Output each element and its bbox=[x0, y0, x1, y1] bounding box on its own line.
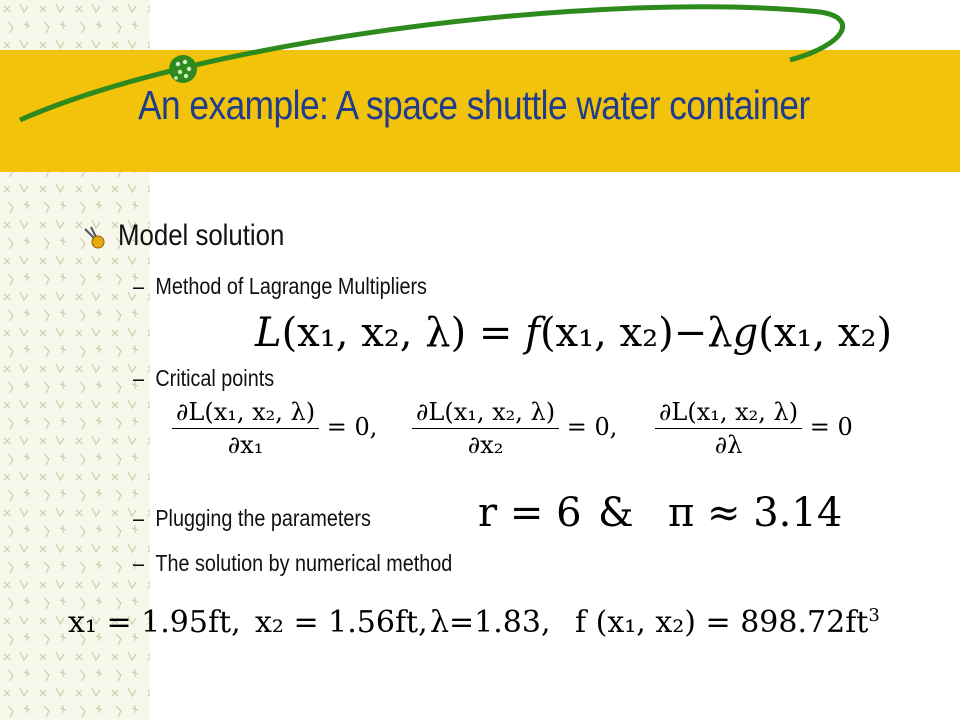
math-L: L bbox=[255, 310, 282, 356]
math-args: (x₁, x₂, λ) bbox=[281, 310, 467, 356]
sub-item-solution bbox=[133, 550, 452, 577]
math-minus: − bbox=[673, 310, 708, 356]
math-eq: = bbox=[478, 310, 513, 356]
param-pi: π ≈ 3.14 bbox=[668, 490, 843, 536]
dash: – bbox=[133, 273, 145, 299]
dash: – bbox=[133, 550, 145, 576]
sub-item-label: Plugging the parameters bbox=[155, 505, 371, 531]
math-f: f bbox=[525, 310, 540, 356]
math-lambda: λ bbox=[707, 310, 733, 356]
fraction-denominator: ∂λ bbox=[714, 431, 743, 459]
solution-x1: x₁ = 1.95ft, bbox=[68, 605, 241, 640]
bullet-model-solution: Model solution bbox=[118, 219, 285, 252]
critical-eq-2 bbox=[412, 398, 617, 459]
solution-f-text: f (x₁, x₂) = 898.72ft bbox=[575, 605, 869, 640]
solution-lambda: λ=1.83, bbox=[430, 605, 551, 640]
fraction bbox=[412, 398, 559, 459]
equals-zero: = 0, bbox=[566, 413, 618, 441]
param-r: r = 6 bbox=[478, 490, 582, 536]
sub-item-label: Method of Lagrange Multipliers bbox=[155, 273, 427, 299]
dash: – bbox=[133, 365, 145, 391]
sub-item-label: Critical points bbox=[155, 365, 275, 391]
fraction bbox=[172, 398, 319, 459]
critical-eq-1 bbox=[172, 398, 377, 459]
fraction-numerator: ∂L(x₁, x₂, λ) bbox=[412, 398, 559, 429]
bullet-icon bbox=[82, 224, 108, 250]
solution-f-exponent: 3 bbox=[868, 605, 880, 627]
equals-zero: = 0, bbox=[326, 413, 378, 441]
math-fargs: (x₁, x₂) bbox=[539, 310, 674, 356]
sub-item-critical bbox=[133, 365, 274, 392]
green-ball-icon bbox=[169, 55, 197, 83]
fraction-numerator: ∂L(x₁, x₂, λ) bbox=[172, 398, 319, 429]
critical-eq-3 bbox=[655, 398, 853, 459]
param-ampersand: & bbox=[598, 490, 634, 536]
math-gargs: (x₁, x₂) bbox=[758, 310, 893, 356]
dash: – bbox=[133, 505, 145, 531]
lagrangian-equation bbox=[255, 310, 892, 356]
solution-x2: x₂ = 1.56ft, bbox=[255, 605, 428, 640]
fraction-numerator: ∂L(x₁, x₂, λ) bbox=[655, 398, 802, 429]
fraction-denominator: ∂x₁ bbox=[227, 431, 264, 459]
solution-f bbox=[575, 605, 880, 640]
sub-item-label: The solution by numerical method bbox=[155, 550, 453, 576]
fraction-denominator: ∂x₂ bbox=[467, 431, 504, 459]
math-g: g bbox=[732, 310, 759, 356]
equals-zero: = 0 bbox=[809, 413, 853, 441]
sub-item-lagrange bbox=[133, 273, 427, 300]
sub-item-plugging bbox=[133, 505, 371, 532]
slide-title: An example: A space shuttle water container bbox=[138, 82, 810, 128]
fraction bbox=[655, 398, 802, 459]
